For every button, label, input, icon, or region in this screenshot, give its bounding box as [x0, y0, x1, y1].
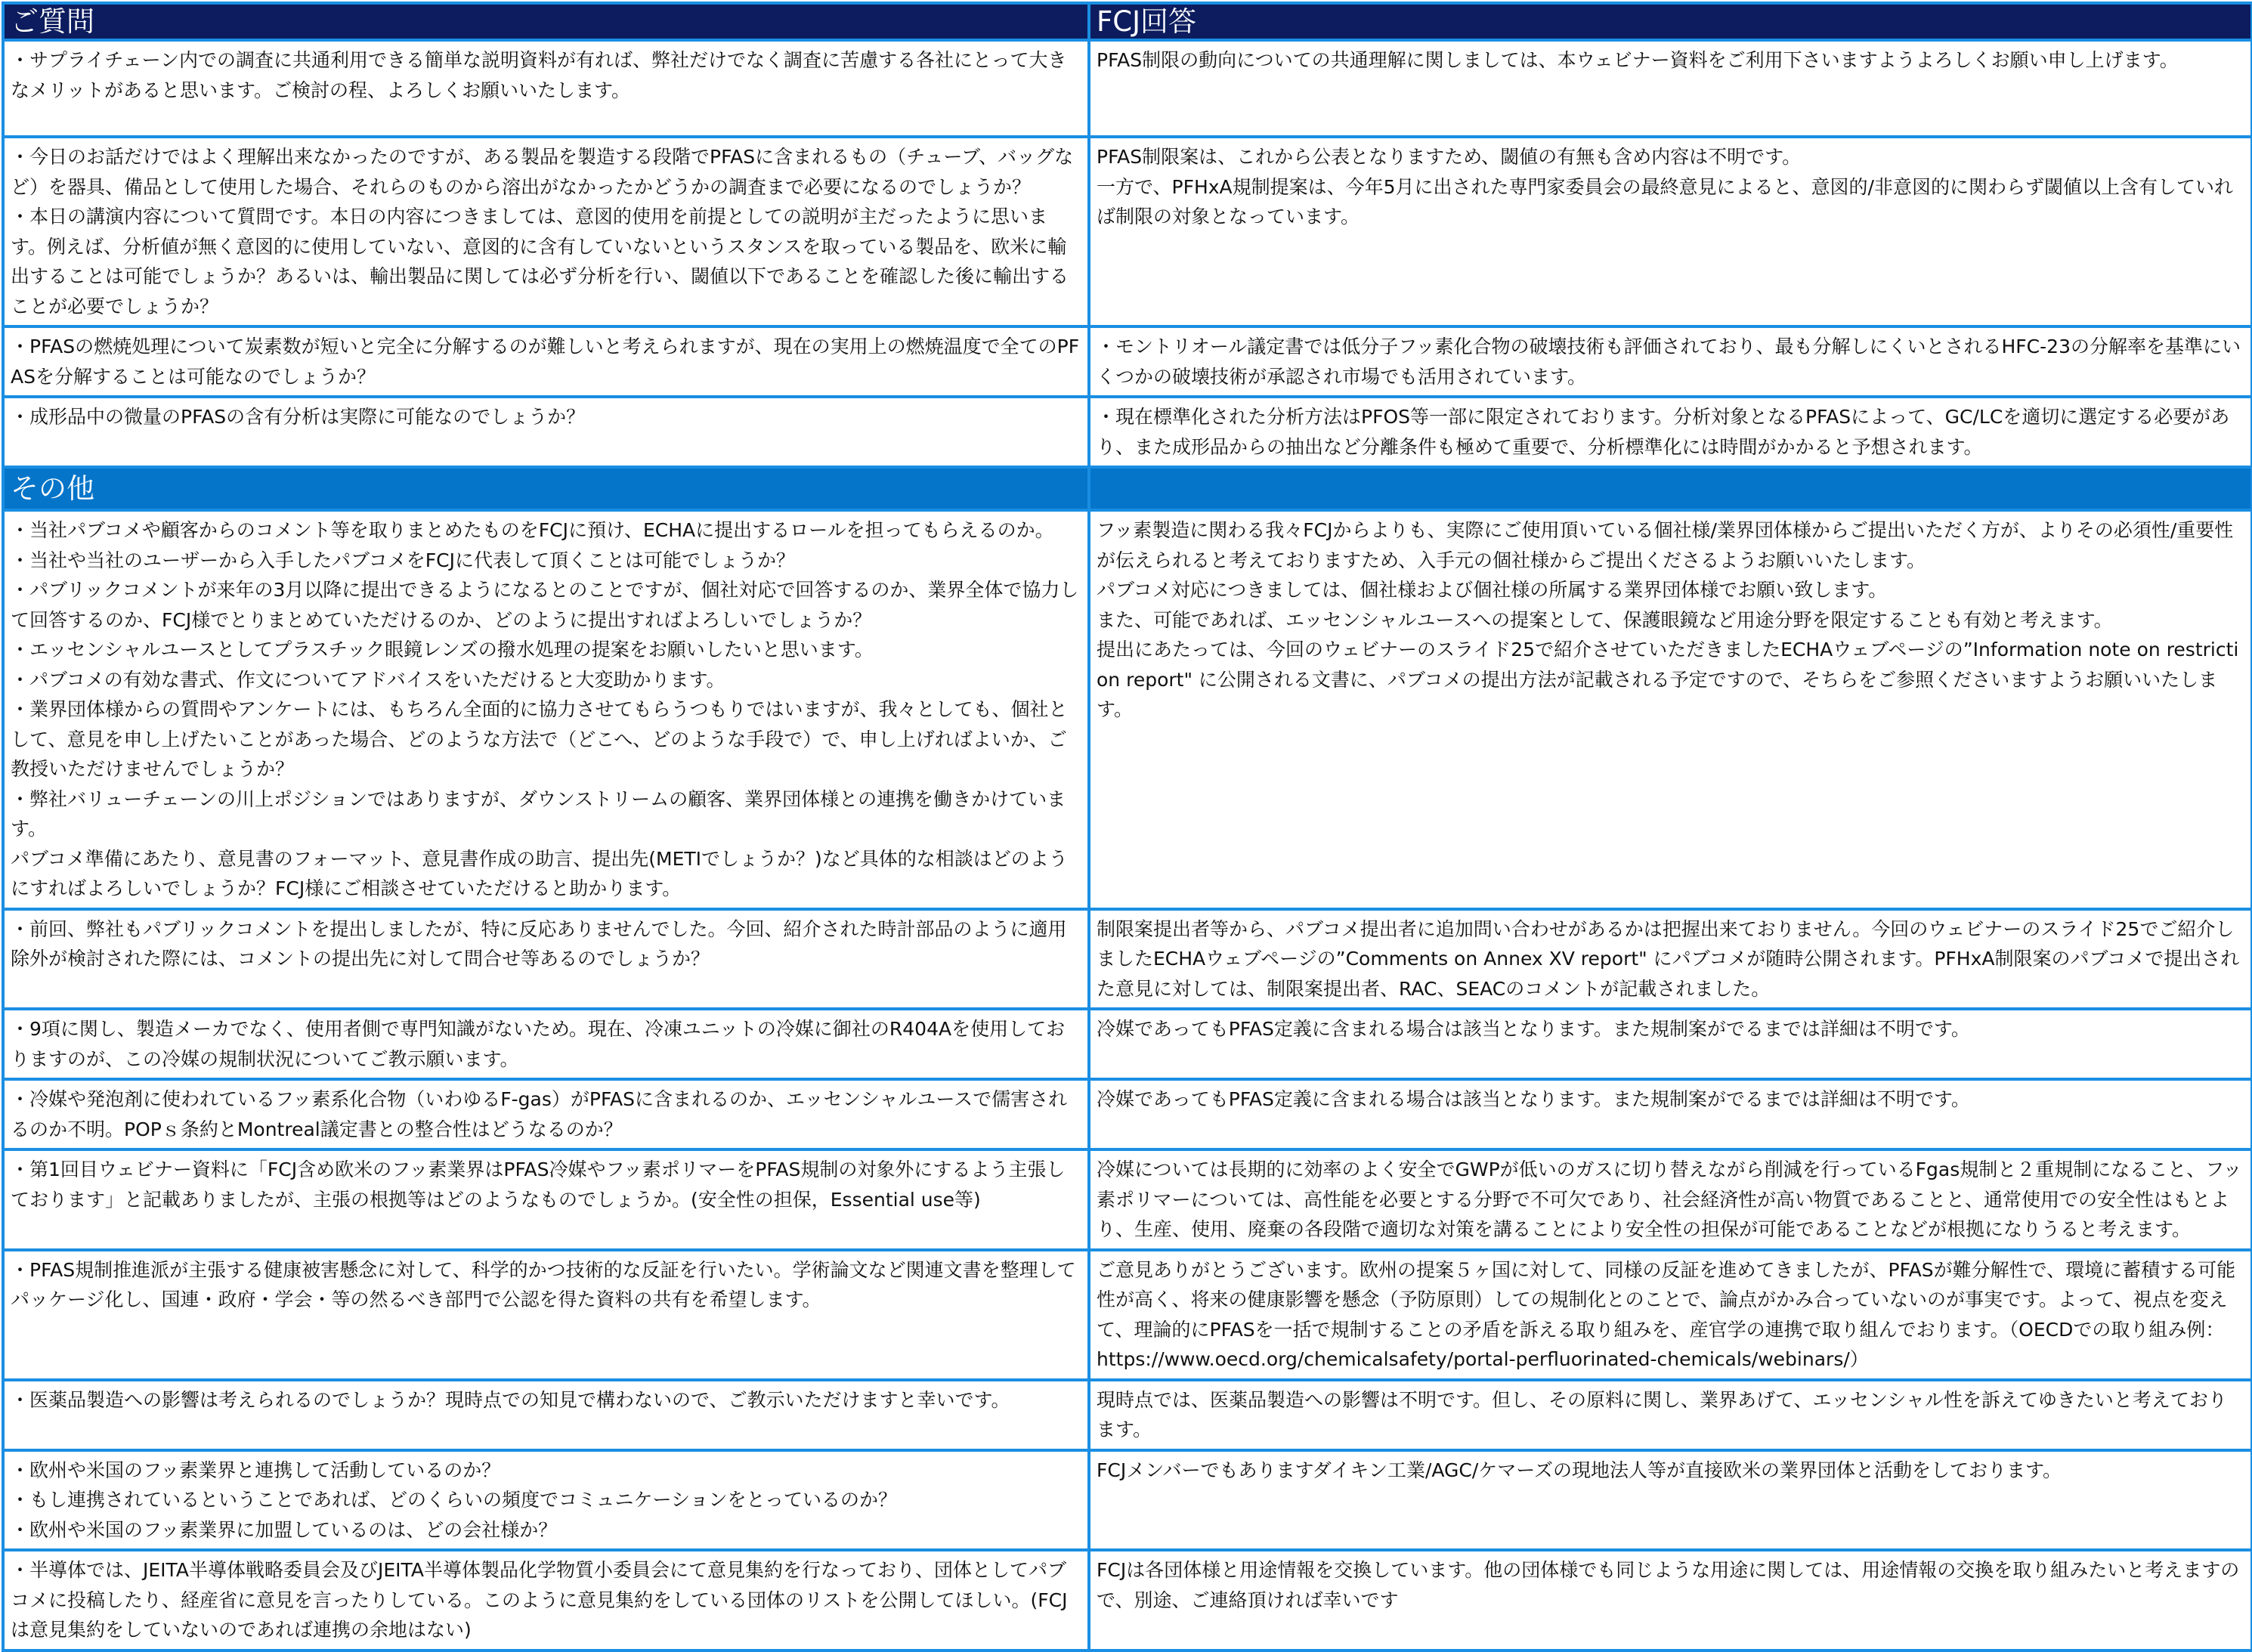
answer-cell: 制限案提出者等から、パブコメ提出者に追加問い合わせがあるかは把握出来ておりません。今回のウェビナーのスライド25でご紹介しましたECHAウェブページの”Comments on Annex XV report" にパブコメが随時公開されます。PFHxA制限案のパブコメで提出された意見に対しては、制限案提出者、RAC、SEACのコメントが記載されました。: [1089, 909, 2252, 1010]
table-row: [3, 326, 2252, 397]
table-row: [3, 1550, 2252, 1650]
question-cell: ・当社パブコメや顧客からのコメント等を取りまとめたものをFCJに預け、ECHAに提出するロールを担ってもらえるのか。 ・当社や当社のユーザーから入手したパブコメをFCJに代表して頂くことは可能でしょうか？ ・パブリックコメントが来年の3月以降に提出できるようになるとのことですが、個社対応で回答するのか、業界全体で協力して回答するのか、FCJ様でとりまとめていただけるのか、どのように提出すればよろしいでしょうか？ ・エッセンシャルユースとしてプラスチック眼鏡レンズの撥水処理の提案をお願いしたいと思います。 ・パブコメの有効な書式、作文についてアドバイスをいただけると大変助かります。 ・業界団体様からの質問やアンケートには、もちろん全面的に協力させてもらうつもりではいますが、我々としても、個社として、意見を申し上げたいことがあった場合、どのような方法で（どこへ、どのような手段で）で、申し上げればよいか、ご教授いただけませんでしょうか？ ・弊社バリューチェーンの川上ポジションではありますが、ダウンストリームの顧客、業界団体様との連携を働きかけています。 パブコメ準備にあたり、意見書のフォーマット、意見書作成の助言、提出先(METIでしょうか？)など具体的な相談はどのようにすればよろしいでしょうか？FCJ様にご相談させていただけると助かります。: [3, 510, 1089, 909]
table-row: [3, 1450, 2252, 1551]
section-right-cell: [1089, 467, 2252, 510]
table-row: [3, 1380, 2252, 1450]
answer-header: FCJ回答: [1089, 3, 2252, 40]
qa-body-b: [3, 510, 2252, 1650]
section-header-row: [3, 467, 2252, 510]
answer-cell: 現時点では、医薬品製造への影響は不明です。但し、その原料に関し、業界あげて、エッセンシャル性を訴えてゆきたいと考えております。: [1089, 1380, 2252, 1450]
answer-cell: PFAS制限案は、これから公表となりますため、閾値の有無も含め内容は不明です。 一方で、PFHxA規制提案は、今年5月に出された専門家委員会の最終意見によると、意図的/非意図的に関わらず閾値以上含有していれば制限の対象となっています。: [1089, 137, 2252, 326]
answer-cell: FCJメンバーでもありますダイキン工業/AGC/ケマーズの現地法人等が直接欧米の業界団体と活動をしております。: [1089, 1450, 2252, 1551]
question-cell: ・半導体では、JEITA半導体戦略委員会及びJEITA半導体製品化学物質小委員会にて意見集約を行なっており、団体としてパブコメに投稿したり、経産省に意見を言ったりしている。このように意見集約をしている団体のリストを公開してほしい。(FCJは意見集約をしていないのであれば連携の余地はない): [3, 1550, 1089, 1650]
question-cell: ・前回、弊社もパブリックコメントを提出しましたが、特に反応ありませんでした。今回、紹介された時計部品のように適用除外が検討された際には、コメントの提出先に対して問合せ等あるのでしょうか？: [3, 909, 1089, 1010]
table-row: [3, 510, 2252, 909]
answer-cell: 冷媒であってもPFAS定義に含まれる場合は該当となります。また規制案がでるまでは詳細は不明です。: [1089, 1079, 2252, 1149]
question-cell: ・PFAS規制推進派が主張する健康被害懸念に対して、科学的かつ技術的な反証を行いたい。学術論文など関連文書を整理してパッケージ化し、国連・政府・学会・等の然るべき部門で公認を得た資料の共有を希望します。: [3, 1250, 1089, 1380]
question-cell: ・欧州や米国のフッ素業界と連携して活動しているのか？ ・もし連携されているということであれば、どのくらいの頻度でコミュニケーションをとっているのか？ ・欧州や米国のフッ素業界に加盟しているのは、どの会社様か？: [3, 1450, 1089, 1551]
question-cell: ・サプライチェーン内での調査に共通利用できる簡単な説明資料が有れば、弊社だけでなく調査に苦慮する各社にとって大きなメリットがあると思います。ご検討の程、よろしくお願いいたします。: [3, 40, 1089, 137]
answer-cell: ・モントリオール議定書では低分子フッ素化合物の破壊技術も評価されており、最も分解しにくいとされるHFC-23の分解率を基準にいくつかの破壊技術が承認され市場でも活用されています。: [1089, 326, 2252, 397]
question-cell: ・PFASの燃焼処理について炭素数が短いと完全に分解するのが難しいと考えられますが、現在の実用上の燃焼温度で全てのPFASを分解することは可能なのでしょうか？: [3, 326, 1089, 397]
question-cell: ・成形品中の微量のPFASの含有分析は実際に可能なのでしょうか？: [3, 397, 1089, 467]
qa-table: [2, 2, 2252, 1652]
table-row: [3, 1009, 2252, 1079]
table-row: [3, 1250, 2252, 1380]
answer-cell: フッ素製造に関わる我々FCJからよりも、実際にご使用頂いている個社様/業界団体様からご提出いただく方が、よりその必須性/重要性が伝えられると考えておりますため、入手元の個社様からご提出くださるようお願いいたします。 パブコメ対応につきましては、個社様および個社様の所属する業界団体様でお願い致します。 また、可能であれば、エッセンシャルユースへの提案として、保護眼鏡など用途分野を限定することも有効と考えます。 提出にあたっては、今回のウェビナーのスライド25で紹介させていただきましたECHAウェブページの”Information note on restriction report" に公開される文書に、パブコメの提出方法が記載される予定ですので、そちらをご参照くださいますようお願いいたします。: [1089, 510, 2252, 909]
section-title: その他: [3, 467, 1089, 510]
answer-cell: ご意見ありがとうございます。欧州の提案５ヶ国に対して、同様の反証を進めてきましたが、PFASが難分解性で、環境に蓄積する可能性が高く、将来の健康影響を懸念（予防原則）しての規制化とのことで、論点がかみ合っていないのが事実です。よって、視点を変えて、理論的にPFASを一括で規制することの矛盾を訴える取り組みを、産官学の連携で取り組んでおります。（OECDでの取り組み例： https://www.oecd.org/chemicalsafety/portal-perfluorinated-chemicals/webinars/）: [1089, 1250, 2252, 1380]
table-row: [3, 40, 2252, 137]
table-row: [3, 137, 2252, 326]
answer-cell: ・現在標準化された分析方法はPFOS等一部に限定されております。分析対象となるPFASによって、GC/LCを適切に選定する必要があり、また成形品からの抽出など分離条件も極めて重要で、分析標準化には時間がかかると予想されます。: [1089, 397, 2252, 467]
table-row: [3, 397, 2252, 467]
answer-cell: 冷媒であってもPFAS定義に含まれる場合は該当となります。また規制案がでるまでは詳細は不明です。: [1089, 1009, 2252, 1079]
answer-cell: PFAS制限の動向についての共通理解に関しましては、本ウェビナー資料をご利用下さいますようよろしくお願い申し上げます。: [1089, 40, 2252, 137]
question-cell: ・9項に関し、製造メーカでなく、使用者側で専門知識がないため。現在、冷凍ユニットの冷媒に御社のR404Aを使用しておりますのが、この冷媒の規制状況についてご教示願います。: [3, 1009, 1089, 1079]
question-cell: ・第1回目ウェビナー資料に「FCJ含め欧米のフッ素業界はPFAS冷媒やフッ素ポリマーをPFAS規制の対象外にするよう主張しております」と記載ありましたが、主張の根拠等はどのようなものでしょうか。(安全性の担保，Essential use等): [3, 1149, 1089, 1250]
question-cell: ・冷媒や発泡剤に使われているフッ素系化合物（いわゆるF-gas）がPFASに含まれるのか、エッセンシャルユースで儒害されるのか不明。POPｓ条約とMontreal議定書との整合性はどうなるのか？: [3, 1079, 1089, 1149]
question-cell: ・医薬品製造への影響は考えられるのでしょうか？現時点での知見で構わないので、ご教示いただけますと幸いです。: [3, 1380, 1089, 1450]
qa-body-a: [3, 3, 2252, 510]
table-row: [3, 909, 2252, 1010]
answer-cell: FCJは各団体様と用途情報を交換しています。他の団体様でも同じような用途に関しては、用途情報の交換を取り組みたいと考えますので、別途、ご連絡頂ければ幸いです: [1089, 1550, 2252, 1650]
table-row: [3, 1079, 2252, 1149]
question-cell: ・今日のお話だけではよく理解出来なかったのですが、ある製品を製造する段階でPFASに含まれるもの（チューブ、バッグなど）を器具、備品として使用した場合、それらのものから溶出がなかったかどうかの調査まで必要になるのでしょうか？ ・本日の講演内容について質問です。本日の内容につきましては、意図的使用を前提としての説明が主だったように思います。例えば、分析値が無く意図的に使用していない、意図的に含有していないというスタンスを取っている製品を、欧米に輸出することは可能でしょうか？あるいは、輸出製品に関しては必ず分析を行い、閾値以下であることを確認した後に輸出することが必要でしょうか？: [3, 137, 1089, 326]
table-row: [3, 1149, 2252, 1250]
header-row: [3, 3, 2252, 40]
answer-cell: 冷媒については長期的に効率のよく安全でGWPが低いのガスに切り替えながら削減を行っているFgas規制と２重規制になること、フッ素ポリマーについては、高性能を必要とする分野で不可欠であり、社会経済性が高い物質であることと、通常使用での安全性はもとより、生産、使用、廃棄の各段階で適切な対策を講ることにより安全性の担保が可能であることなどが根拠になりうると考えます。: [1089, 1149, 2252, 1250]
question-header: ご質問: [3, 3, 1089, 40]
